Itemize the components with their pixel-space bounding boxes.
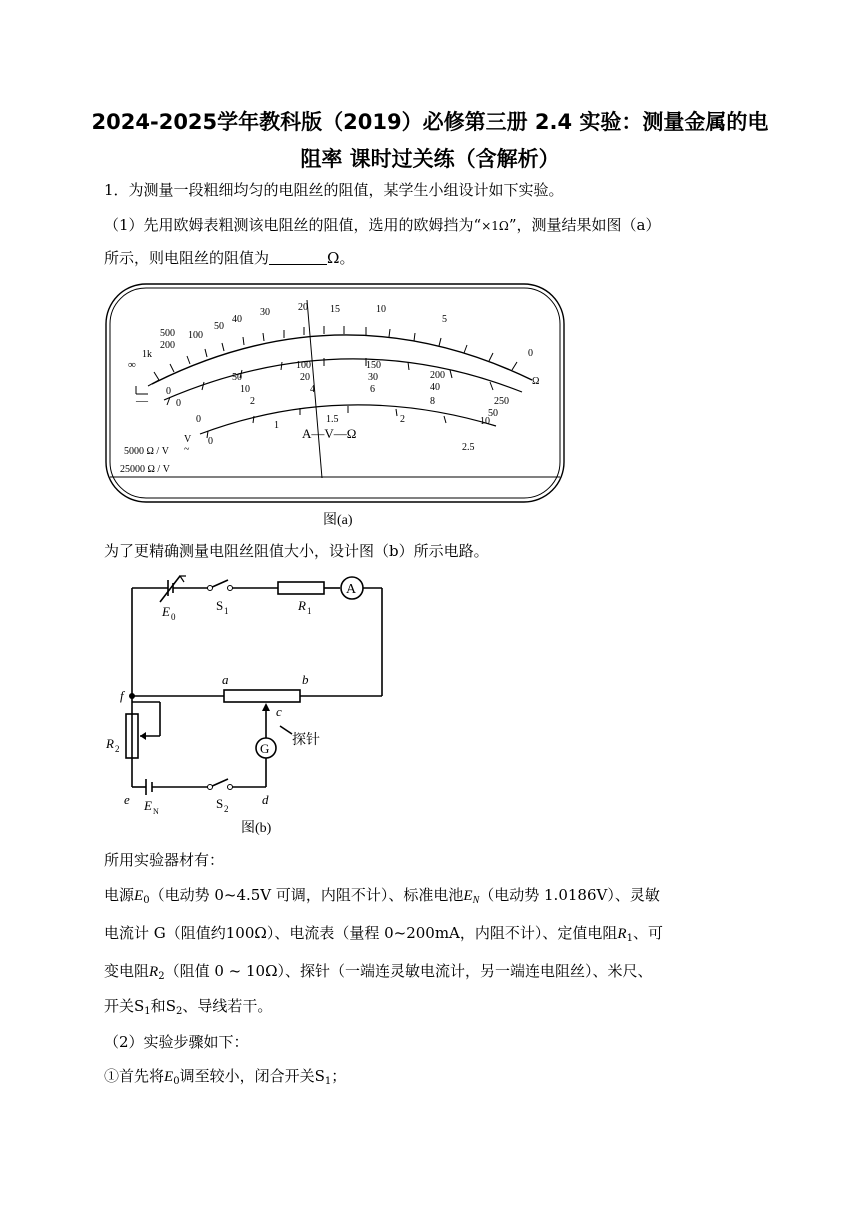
step-1-text-b: 调至较小，闭合开关 [179,1067,315,1085]
symbol-S2-sub: 2 [175,1006,183,1017]
materials-line-2 [104,923,663,949]
figure-b-intro: 为了更精确测量电阻丝阻值大小，设计图（b）所示电路。 [104,542,489,560]
dc250-label-200: 200 [430,370,445,381]
materials-text-1a: 电源 [104,886,135,904]
materials-text-and: 和 [150,997,166,1015]
R2-sub: 2 [115,744,120,754]
materials-line-1 [104,885,660,911]
sensitivity-spec-1: 5000 Ω / V [124,446,169,457]
materials-line-4 [104,996,272,1022]
materials-line-3 [104,961,653,987]
dc50-label-20: 20 [300,372,310,383]
node-f: f [120,688,124,703]
ohm-label-50: 50 [214,321,224,332]
materials-text-4a: 开关 [104,997,135,1015]
symbol-EN-sub: N [472,895,480,906]
node-a: a [222,672,229,687]
ohm-range-label: ×1Ω [481,219,509,233]
ohm-label-inf: ∞ [128,359,136,371]
ac-label-2: 2 [400,414,405,425]
step-1 [104,1066,346,1092]
dc10-label-10: 10 [480,416,490,427]
symbol-R2-sub: 2 [158,971,165,982]
EN-sub: N [153,807,159,816]
symbol-S1-step: S [314,1067,325,1085]
symbol-E0: E [134,888,144,904]
dc250-label-150: 150 [366,360,381,371]
ac-label-1-5: 1.5 [326,414,339,425]
part-1-text-c: 所示，则电阻丝的阻值为 [104,249,270,267]
circuit-diagram [100,572,400,838]
symbol-E0-sub: 0 [143,895,150,906]
multimeter-dial [104,282,566,530]
dc50-label-30: 30 [368,372,378,383]
figure-b-caption: 图(b) [241,821,272,836]
materials-text-1b: （电动势 0~4.5V 可调，内阻不计）、标准电池 [149,886,464,904]
ac-mark: ~ [184,444,190,455]
R2-label: R [106,736,114,751]
dc10-label-2: 2 [250,396,255,407]
symbol-R1: R [617,926,627,942]
S2-label: S [216,796,224,811]
ohm-unit-mark: Ω [532,376,540,387]
EN-label: E [144,798,152,813]
dc50-label-10: 10 [240,384,250,395]
ohm-label-1k: 1k [142,349,152,360]
dc50-label-40: 40 [430,382,440,393]
ohm-label-30: 30 [260,307,270,318]
symbol-S1-sub: 1 [144,1006,151,1017]
R1-sub: 1 [307,606,312,616]
dc250-label-250: 250 [494,396,509,407]
ohm-label-40: 40 [232,314,242,325]
materials-text-4b: 、导线若干。 [182,997,273,1015]
S2-sub: 2 [224,804,229,814]
part-1-text-d: Ω。 [327,249,355,267]
R1-label: R [298,598,306,613]
sensitivity-spec-2: 25000 Ω / V [120,464,170,475]
ammeter-label: A [346,582,357,597]
dc50-label-0: 0 [176,398,181,409]
ohm-label-100: 100 [188,330,203,341]
dc-mark: — [136,393,148,407]
figure-a [104,282,566,530]
title-line-2: 阻率 课时过关练（含解析） [300,147,560,171]
dc250-label-0: 0 [166,386,171,397]
ohm-label-10: 10 [376,304,386,315]
figure-b [100,572,400,838]
ohm-label-5: 5 [442,314,447,325]
figure-a-caption: 图(a) [323,513,353,528]
ohm-label-20: 20 [298,302,308,313]
document-title [60,104,800,178]
galvanometer-label: G [260,741,270,756]
part-1-line-2 [104,248,354,268]
dc50-label-50: 50 [488,408,498,419]
node-d: d [262,792,269,807]
dc250-label-50: 50 [232,372,242,383]
node-c: c [276,704,282,719]
dc10-label-6: 6 [370,384,375,395]
title-line-1: 2024-2025学年教科版（2019）必修第三册 2.4 实验：测量金属的电 [91,110,769,134]
materials-text-3b: （阻值 0 ~ 10Ω）、探针（一端连灵敏电流计，另一端连电阻丝）、米尺、 [164,962,653,980]
dc250-label-100: 100 [296,360,311,371]
ohm-label-200: 200 [160,340,175,351]
symbol-S1-step-sub: 1 [324,1076,332,1087]
ac-label-0: 0 [208,436,213,447]
symbol-EN: E [463,888,473,904]
part-1-text-b: ”，测量结果如图（a） [508,216,661,234]
dc10-label-4: 4 [310,384,315,395]
materials-heading: 所用实验器材有： [104,851,225,869]
ohm-label-0: 0 [528,348,533,359]
symbol-E0-step-sub: 0 [173,1076,180,1087]
answer-blank[interactable] [269,250,327,265]
v-mark: V [184,434,192,445]
symbol-S2: S [165,997,176,1015]
E0-label: E [162,604,170,619]
S1-sub: 1 [224,606,229,616]
E0-sub: 0 [171,612,176,622]
meter-center-label: A—V—Ω [302,426,357,441]
ohm-label-15: 15 [330,304,340,315]
step-1-text-c: ； [331,1067,347,1085]
symbol-S1: S [134,997,145,1015]
step-1-text-a: ①首先将 [104,1067,165,1085]
dc10-label-8: 8 [430,396,435,407]
ohm-label-500: 500 [160,328,175,339]
S1-label: S [216,598,224,613]
ac-label-2-5: 2.5 [462,442,475,453]
node-b: b [302,672,309,687]
materials-text-3a: 变电阻 [104,962,150,980]
question-1-intro: 1．为测量一段粗细均匀的电阻丝的阻值，某学生小组设计如下实验。 [104,181,564,199]
materials-text-2b: 、可 [632,924,663,942]
part-1-text-a: （1）先用欧姆表粗测该电阻丝的阻值，选用的欧姆挡为“ [104,216,482,234]
materials-text-2a: 电流计 G（阻值约100Ω）、电流表（量程 0~200mA，内阻不计）、定值电阻 [104,924,618,942]
probe-label: 探针 [292,733,320,748]
part-2-heading: （2）实验步骤如下： [104,1033,249,1051]
node-e: e [124,792,130,807]
dc10-label-0: 0 [196,414,201,425]
symbol-R1-sub: 1 [626,933,633,944]
ac-label-1: 1 [274,420,279,431]
materials-text-1c: （电动势 1.0186V）、灵敏 [479,886,660,904]
symbol-E0-step: E [164,1069,174,1085]
symbol-R2: R [149,964,159,980]
part-1-line-1 [104,215,660,236]
